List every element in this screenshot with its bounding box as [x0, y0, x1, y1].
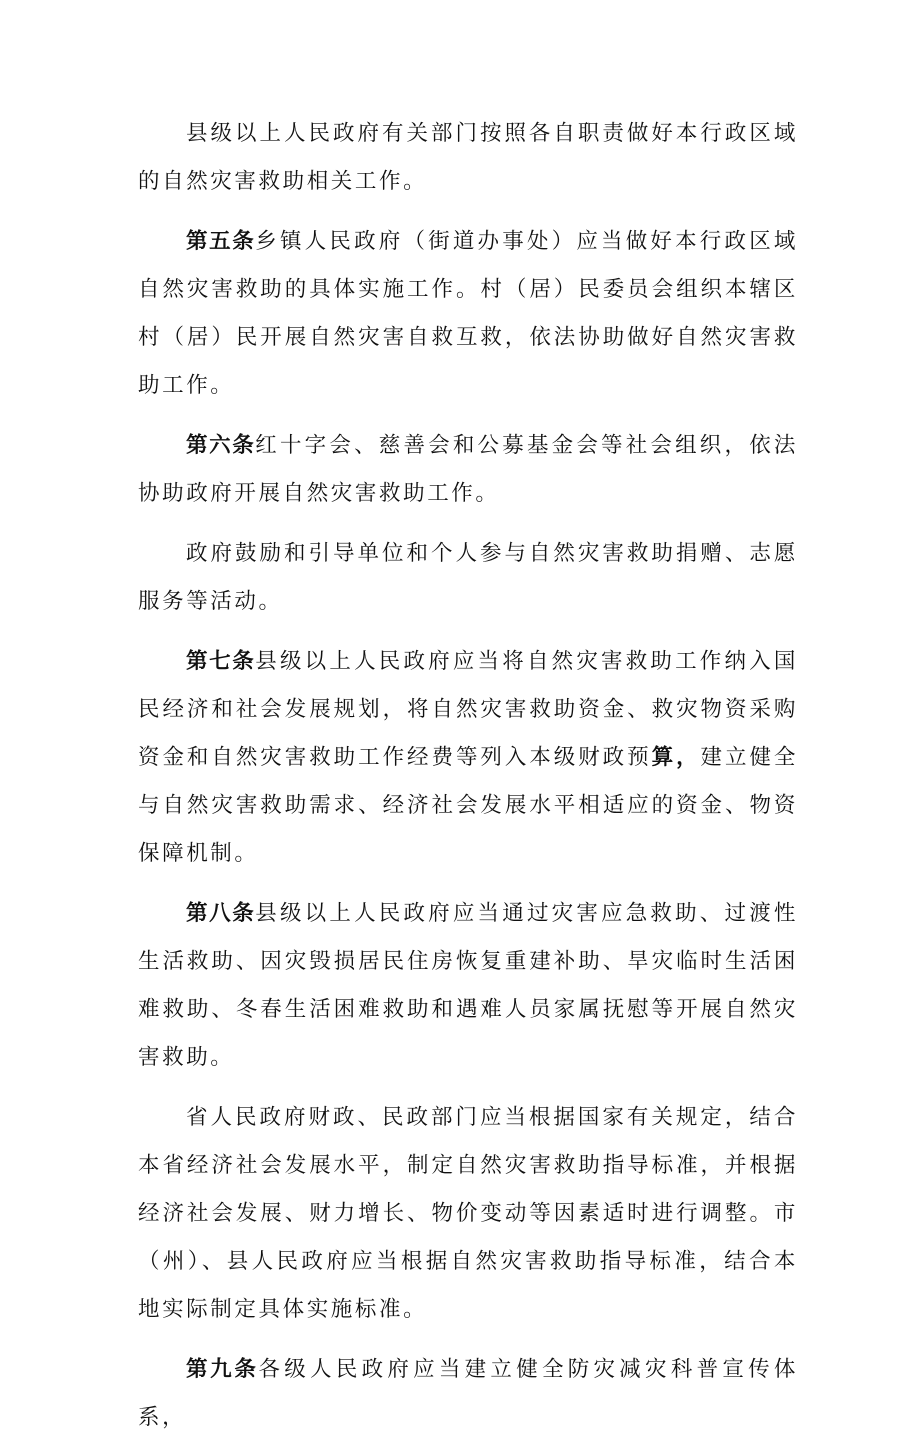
article-heading: 第九条: [186, 1357, 259, 1382]
article-heading: 第五条: [186, 229, 256, 254]
paragraph-text: 县级以上人民政府有关部门按照各自职责做好本行政区域的自然灾害救助相关工作。: [138, 121, 798, 194]
document-body: [138, 110, 798, 1454]
article-8-paragraph: [138, 890, 798, 1082]
paragraph-text: 红十字会、慈善会和公募基金会等社会组织，依法协助政府开展自然灾害救助工作。: [138, 433, 798, 506]
paragraph-text-after: 建立健全与自然灾害救助需求、经济社会发展水平相适应的资金、物资保障机制。: [138, 745, 799, 866]
article-7-paragraph: [138, 638, 798, 878]
paragraph-1: [138, 110, 798, 206]
article-9-paragraph: [138, 1346, 798, 1442]
paragraph-text: 省人民政府财政、民政部门应当根据国家有关规定，结合本省经济社会发展水平，制定自然灾害救助指导标准，并根据经济社会发展、财力增长、物价变动等因素适时进行调整。市（州）、县人民政府应当根据自然灾害救助指导标准，结合本地实际制定具体实施标准。: [138, 1105, 798, 1322]
paragraph-text: 各级人民政府应当建立健全防灾减灾科普宣传体系，: [138, 1357, 798, 1430]
article-heading: 第六条: [186, 433, 256, 458]
article-6-paragraph: [138, 422, 798, 518]
article-heading: 第七条: [186, 649, 256, 674]
paragraph-text-bold: 算，: [651, 745, 701, 770]
paragraph-4: [138, 530, 798, 626]
article-5-paragraph: [138, 218, 798, 410]
paragraph-text: 政府鼓励和引导单位和个人参与自然灾害救助捐赠、志愿服务等活动。: [138, 541, 798, 614]
paragraph-text: 乡镇人民政府（街道办事处）应当做好本行政区域自然灾害救助的具体实施工作。村（居）民委员会组织本辖区村（居）民开展自然灾害自救互救，依法协助做好自然灾害救助工作。: [138, 229, 798, 398]
paragraph-7: [138, 1094, 798, 1334]
article-heading: 第八条: [186, 901, 256, 926]
paragraph-text-before: 县级以上人民政府应当将自然灾害救助工作纳入国民经济和社会发展规划，将自然灾害救助资金、救灾物资采购资金和自然灾害救助工作经费等列入本级财政预: [138, 649, 798, 770]
paragraph-text: 县级以上人民政府应当通过灾害应急救助、过渡性生活救助、因灾毁损居民住房恢复重建补助、旱灾临时生活困难救助、冬春生活困难救助和遇难人员家属抚慰等开展自然灾害救助。: [138, 901, 798, 1070]
